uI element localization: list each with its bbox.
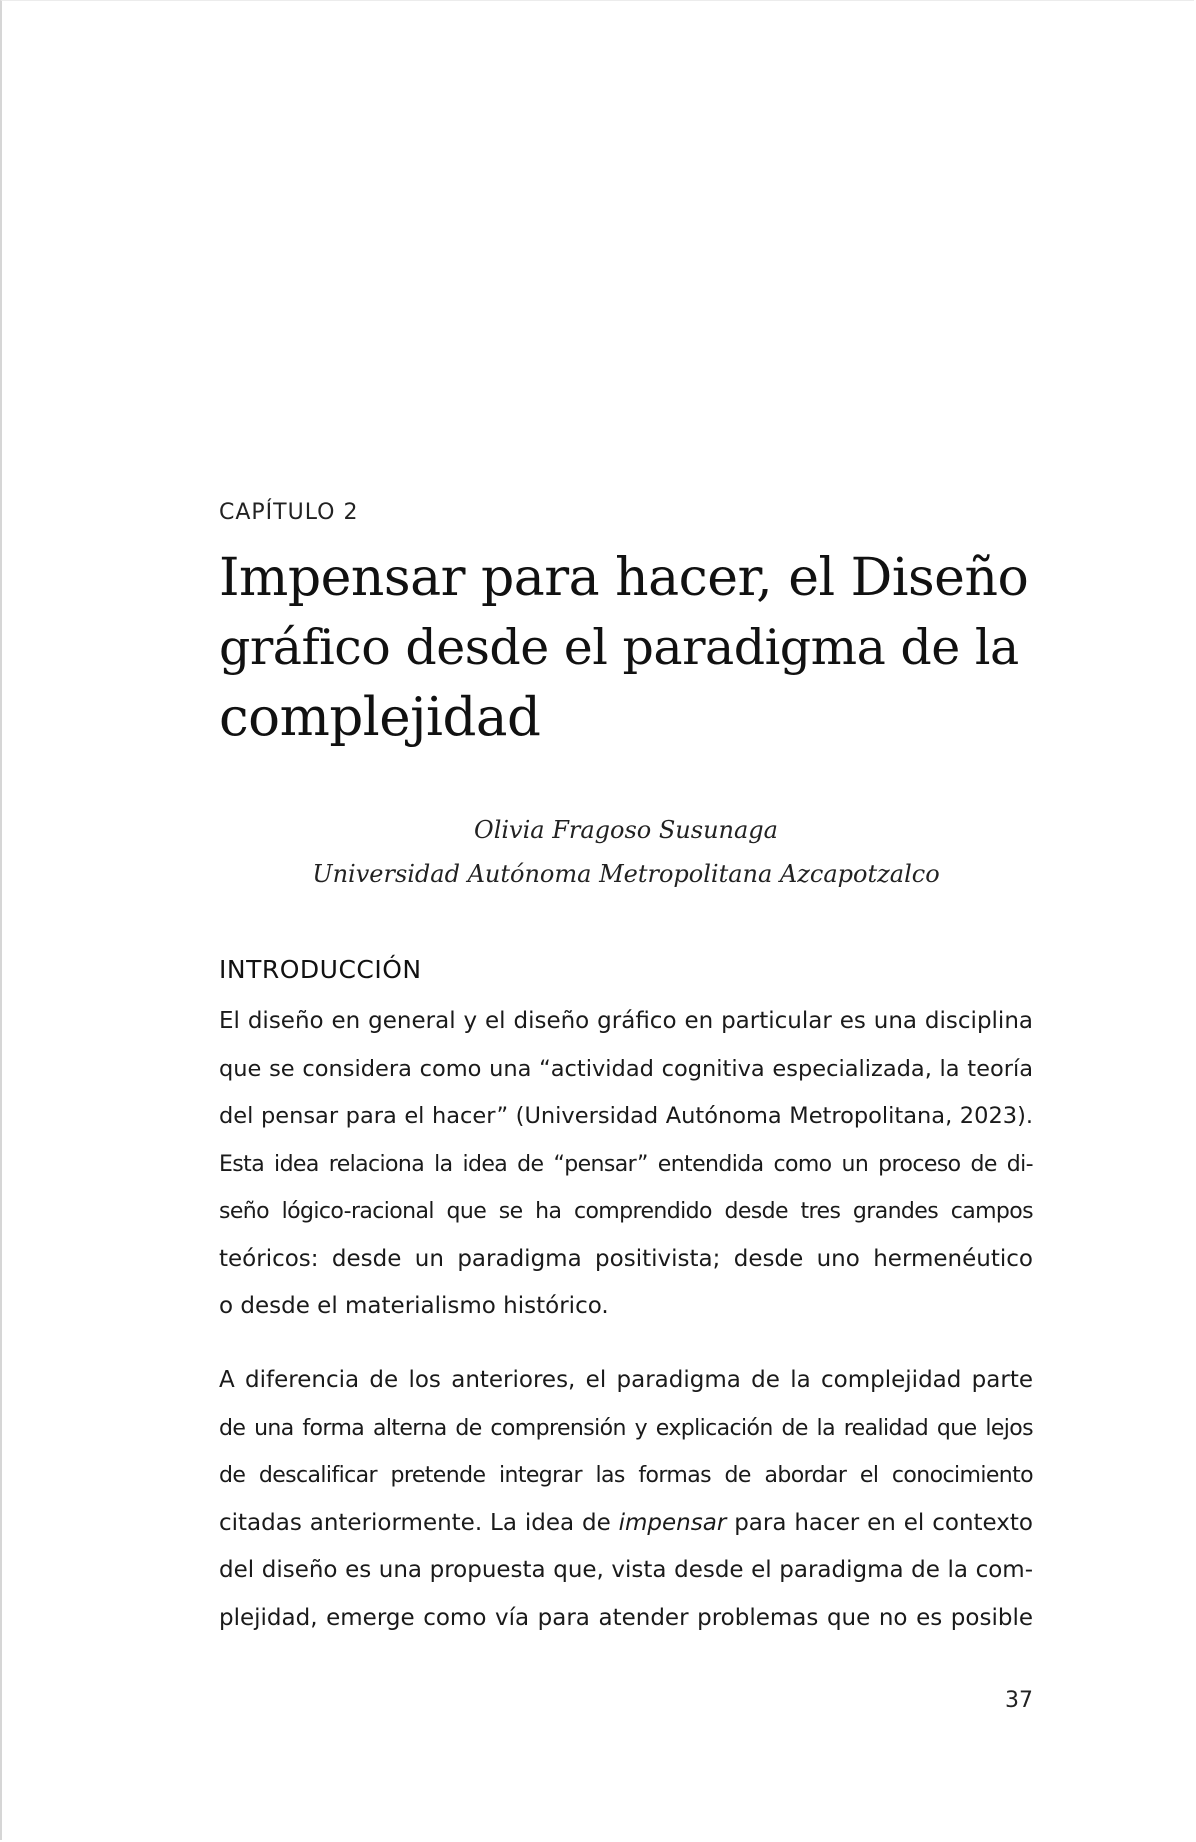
chapter-title-line: gráfico desde el paradigma de la — [219, 619, 1019, 676]
text-run: para hacer en el contexto — [726, 1509, 1033, 1536]
text-line: plejidad, emerge como vía para atender problemas que no es posible — [219, 1604, 1033, 1631]
text-line: de una forma alterna de comprensión y explicación de la realidad que lejos — [219, 1415, 1033, 1441]
paragraph-intro-2 — [219, 1357, 1033, 1642]
text-line: El diseño en general y el diseño gráfico en particular es una disciplina — [219, 1008, 1033, 1034]
emphasis-term: impensar — [618, 1509, 727, 1536]
paragraph-intro-1 — [219, 998, 1033, 1331]
text-line: A diferencia de los anteriores, el paradigma de la complejidad parte — [219, 1367, 1033, 1393]
text-line: de descalificar pretende integrar las formas de abordar el conocimiento — [219, 1463, 1033, 1488]
section-heading: INTRODUCCIÓN — [219, 955, 422, 984]
text-line: teóricos: desde un paradigma positivista; desde uno hermenéutico — [219, 1245, 1033, 1272]
text-line-with-emphasis — [219, 1500, 1033, 1548]
text-line: del diseño es una propuesta que, vista desde el paradigma de la com- — [219, 1557, 1033, 1583]
author-name: Olivia Fragoso Susunaga — [474, 816, 778, 844]
chapter-title-line: Impensar para hacer, el Diseño — [219, 548, 1029, 608]
author-block — [219, 808, 1033, 896]
text-line: seño lógico-racional que se ha comprendido desde tres grandes campos — [219, 1199, 1033, 1224]
author-affiliation: Universidad Autónoma Metropolitana Azcapotzalco — [312, 860, 940, 888]
text-line: o desde el materialismo histórico. — [219, 1293, 609, 1319]
text-line: del pensar para el hacer” (Universidad Autónoma Metropolitana, 2023). — [219, 1103, 1033, 1129]
chapter-title-line: complejidad — [219, 687, 541, 748]
text-line: Esta idea relaciona la idea de “pensar” entendida como un proceso de di- — [219, 1151, 1033, 1177]
text-line: que se considera como una “actividad cognitiva especializada, la teoría — [219, 1055, 1033, 1082]
chapter-label: CAPÍTULO 2 — [219, 500, 359, 525]
chapter-title — [219, 543, 1033, 753]
page-number: 37 — [1005, 1688, 1033, 1713]
text-run: citadas anteriormente. La idea de — [219, 1509, 619, 1536]
